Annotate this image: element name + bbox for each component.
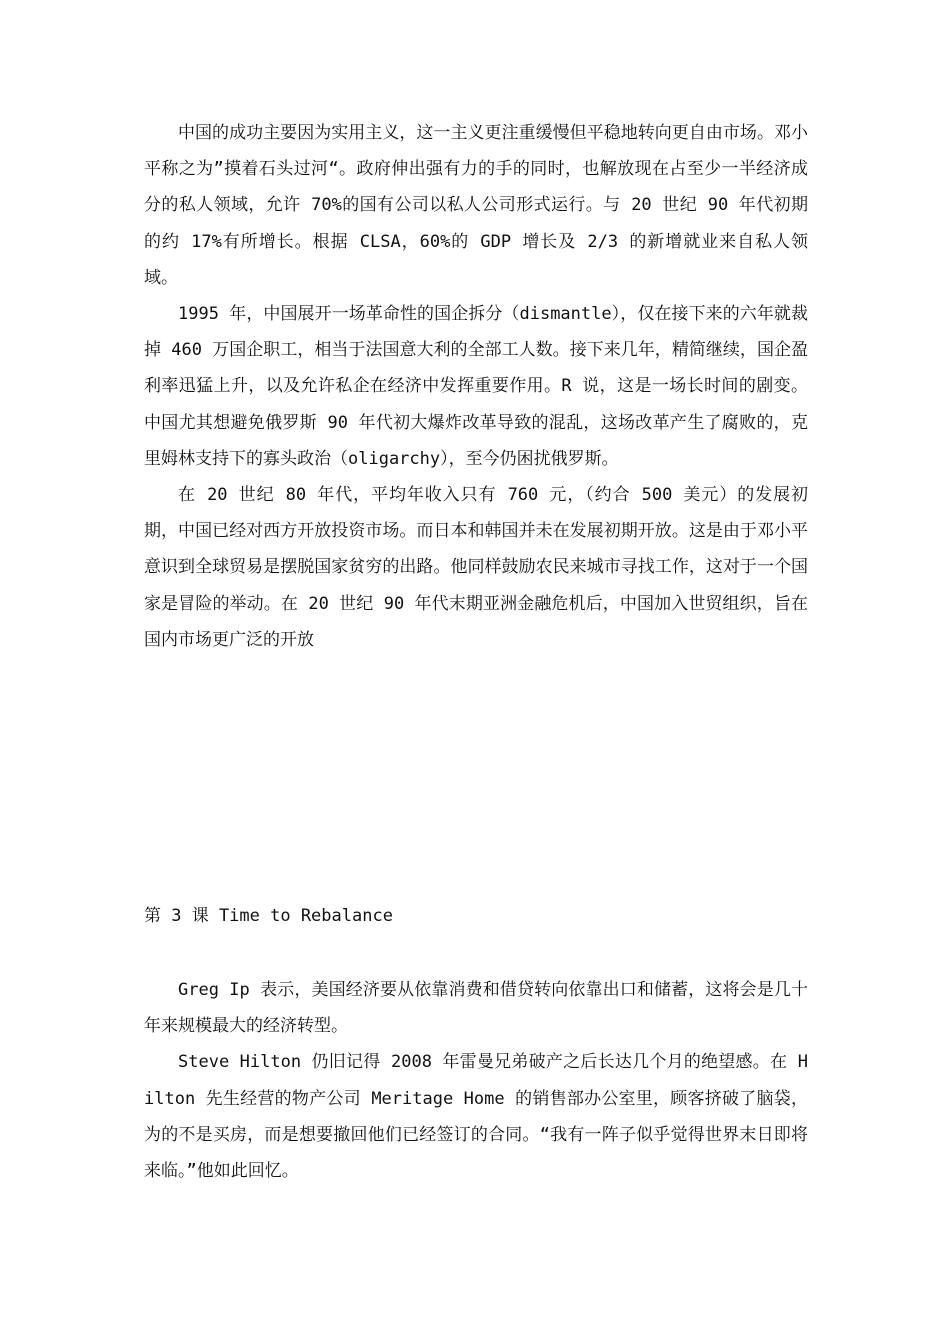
china-reform-section [144,115,808,658]
paragraph-soe-dismantle: 1995 年，中国展开一场革命性的国企拆分（dismantle），仅在接下来的六年就裁掉 460 万国企职工，相当于法国意大利的全部工人数。接下来几年，精简继续，国企盈利率迅猛上升，以及允许私企在经济中发挥重要作用。R 说，这是一场长时间的剧变。中国尤其想避免俄罗斯 90 年代初大爆炸改革导致的混乱，这场改革产生了腐败的，克里姆林支持下的寡头政治（oligarchy），至今仍困扰俄罗斯。 [144,304,808,469]
paragraph-greg-ip: Greg Ip 表示，美国经济要从依靠消费和借贷转向依靠出口和储蓄，这将会是几十年来规模最大的经济转型。 [144,980,808,1037]
lesson-heading: 第 3 课 Time to Rebalance [144,906,393,926]
rebalance-section [144,972,808,1189]
paragraph-pragmatism: 中国的成功主要因为实用主义，这一主义更注重缓慢但平稳地转向更自由市场。邓小平称之为”摸着石头过河“。政府伸出强有力的手的同时，也解放现在占至少一半经济成分的私人领域，允许 70%的国有公司以私人公司形式运行。与 20 世纪 90 年代初期的约 17%有所增长。根据 CLSA，60%的 GDP 增长及 2/3 的新增就业来自私人领域。 [144,123,808,288]
paragraph-opening-up: 在 20 世纪 80 年代，平均年收入只有 760 元，（约合 500 美元）的发展初期，中国已经对西方开放投资市场。而日本和韩国并未在发展初期开放。这是由于邓小平意识到全球贸易是摆脱国家贫穷的出路。他同样鼓励农民来城市寻找工作，这对于一个国家是冒险的举动。在 20 世纪 90 年代末期亚洲金融危机后，中国加入世贸组织，旨在国内市场更广泛的开放 [144,485,808,650]
paragraph-steve-hilton: Steve Hilton 仍旧记得 2008 年雷曼兄弟破产之后长达几个月的绝望感。在 Hilton 先生经营的物产公司 Meritage Home 的销售部办公室里，顾客挤破了脑袋，为的不是买房，而是想要撤回他们已经签订的合同。“我有一阵子似乎觉得世界末日即将来临。”他如此回忆。 [144,1052,808,1182]
